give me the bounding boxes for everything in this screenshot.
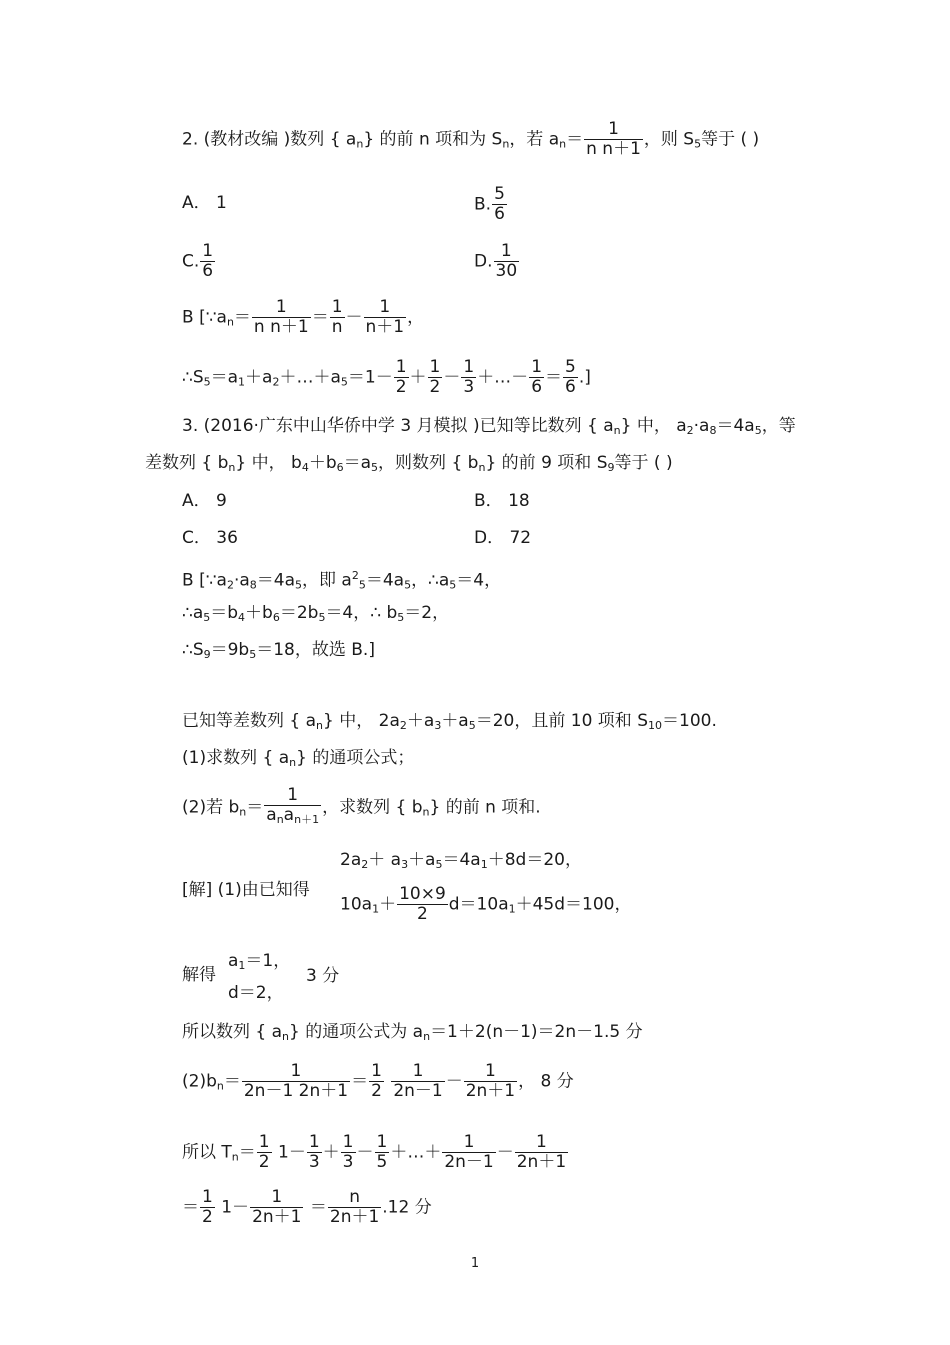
subscript: 5 xyxy=(449,578,457,592)
subscript: n xyxy=(422,805,430,819)
fraction xyxy=(257,1133,272,1172)
numerator: 1 xyxy=(463,357,475,377)
denominator-text: a xyxy=(283,805,295,825)
answer-text: ＝2b xyxy=(279,603,319,623)
q4-text: ，求数列 { b xyxy=(322,797,423,818)
q3-stem-text: } 中， b xyxy=(235,453,302,473)
fraction xyxy=(341,1133,356,1172)
numerator: 1 xyxy=(258,1132,270,1152)
answer-text: ，∴a xyxy=(411,570,450,591)
equals-sign: ＝ xyxy=(223,1071,241,1092)
equals-sign: ＝ xyxy=(246,797,264,818)
q3-stem-text: ＝4a xyxy=(716,416,755,436)
denominator: 6 xyxy=(202,261,214,281)
answer-text: ， xyxy=(407,307,425,328)
q4-solution-label xyxy=(182,880,310,900)
subscript: 1 xyxy=(508,902,516,916)
subscript: 5 xyxy=(397,611,405,624)
q2-option-b xyxy=(474,185,508,224)
subscript: 2 xyxy=(399,719,407,732)
numerator: 1 xyxy=(264,786,321,806)
denominator xyxy=(264,806,321,829)
q3-stem-text: ＋b xyxy=(308,453,337,473)
equation-text: ＝1， xyxy=(245,951,291,971)
option-label: D. xyxy=(474,251,493,272)
minus-sign: － xyxy=(496,1142,514,1163)
subscript: n xyxy=(282,1030,290,1043)
subscript: 5 xyxy=(203,375,211,389)
fraction xyxy=(397,885,448,924)
subscript: 3 xyxy=(401,858,409,871)
q4-text: } 的前 n 项和. xyxy=(429,797,541,818)
subscript: n xyxy=(289,756,297,769)
q2-stem-text: ，若 a xyxy=(509,129,560,150)
subscript: 5 xyxy=(371,461,379,474)
subscript: 5 xyxy=(694,137,702,151)
denominator: 3 xyxy=(342,1152,354,1172)
equation-text: 10a xyxy=(340,894,373,915)
q4-bn-expansion xyxy=(182,1062,574,1101)
fraction xyxy=(375,1133,390,1172)
denominator: 2n－1 2n＋1 xyxy=(243,1081,349,1101)
plus-sign: ＋ xyxy=(409,367,427,388)
subscript: n xyxy=(226,315,234,329)
subscript: 10 xyxy=(648,719,663,732)
denominator: 6 xyxy=(565,377,576,397)
q3-option-a xyxy=(182,491,227,511)
q2-stem-text: 2. (教材改编 )数列 { a xyxy=(182,129,357,150)
numerator: 1 xyxy=(308,1132,320,1152)
numerator: 5 xyxy=(494,184,505,204)
page-number: 1 xyxy=(470,1256,480,1271)
fraction xyxy=(494,242,520,281)
fraction xyxy=(200,242,215,281)
q3-stem-text: } 的前 9 项和 S xyxy=(485,453,608,473)
q3-stem-text: 等于 ( ) xyxy=(614,453,673,473)
subscript: 9 xyxy=(607,461,615,474)
equation-text: d＝10a xyxy=(448,894,509,915)
denominator: 2n－1 xyxy=(393,1081,443,1101)
q4-text: ＋a xyxy=(441,711,469,731)
q4-score-3 xyxy=(306,966,339,986)
numerator: 1 xyxy=(442,1133,495,1153)
denominator: n xyxy=(331,317,343,337)
equals-sign: ＝ xyxy=(311,307,329,328)
denominator: 2 xyxy=(371,1081,382,1101)
numerator: 1 xyxy=(202,1187,213,1207)
numerator: 1 xyxy=(371,1061,382,1081)
answer-text: ·a xyxy=(233,570,250,591)
equation-text: 所以 T xyxy=(182,1142,232,1163)
answer-text: ∴a xyxy=(182,603,204,623)
q4-solve-label xyxy=(182,965,216,985)
q4-part1 xyxy=(182,748,414,773)
subscript: 6 xyxy=(272,611,280,624)
option-text: A． 1 xyxy=(182,193,227,213)
equation-text: ＝4a xyxy=(442,850,481,870)
equation-text: (2)b xyxy=(182,1071,217,1092)
q3-stem-text: ，则数列 { b xyxy=(378,453,479,473)
answer-text: .] xyxy=(578,367,591,388)
subscript: n xyxy=(356,137,364,151)
answer-text: B [∵a xyxy=(182,570,227,591)
option-label: B. xyxy=(474,194,492,215)
answer-text: ＋…＋a xyxy=(279,367,341,388)
subscript: n xyxy=(216,1079,224,1093)
q4-text: 解得 xyxy=(182,965,216,985)
q3-option-c xyxy=(182,528,238,548)
denominator: 2 xyxy=(258,1152,270,1172)
solution-label: [解] (1)由已知得 xyxy=(182,880,310,900)
subscript: n＋1 xyxy=(294,813,320,826)
fraction xyxy=(307,1133,322,1172)
subscript: 2 xyxy=(272,375,280,389)
numerator: 10×9 xyxy=(399,884,446,904)
subscript: n xyxy=(228,461,236,474)
q3-stem-line2 xyxy=(145,453,673,478)
plus-sign: ＋ xyxy=(322,1142,340,1163)
answer-text: ，即 a xyxy=(302,570,352,591)
q2-stem xyxy=(182,120,759,159)
subscript: n xyxy=(423,1030,431,1043)
subscript: 5 xyxy=(468,719,476,732)
answer-text: ＋a xyxy=(245,367,273,388)
minus-sign: － xyxy=(356,1142,374,1163)
denominator: n n＋1 xyxy=(253,317,309,337)
equation-text: ＋8d＝20， xyxy=(487,850,582,870)
fraction xyxy=(428,358,443,397)
denominator: 3 xyxy=(308,1152,320,1172)
denominator: 2n－1 xyxy=(444,1152,494,1172)
fraction xyxy=(242,1062,350,1101)
numerator: 1 xyxy=(331,297,343,317)
fraction xyxy=(529,358,544,397)
q4-system-eq1 xyxy=(340,850,582,875)
answer-text: ＝4a xyxy=(365,570,405,591)
q4-text: } 的通项公式为 a xyxy=(289,1022,424,1042)
subscript: n xyxy=(316,719,324,732)
equation-text: 1－ xyxy=(278,1142,306,1163)
fraction xyxy=(200,1188,215,1227)
option-text: B． 18 xyxy=(474,491,530,511)
answer-text: ＝9b xyxy=(210,640,250,660)
minus-sign: － xyxy=(443,367,461,388)
subscript: 5 xyxy=(754,424,762,437)
equation-text: 2a xyxy=(340,850,362,870)
q2-answer-line1 xyxy=(182,298,424,337)
numerator: 1 xyxy=(584,120,643,140)
q2-stem-text: 等于 ( ) xyxy=(701,129,760,150)
q3-stem-line1 xyxy=(182,416,796,441)
answer-text: ＝4a xyxy=(256,570,295,591)
subscript: 5 xyxy=(340,375,348,389)
denominator: 2n＋1 xyxy=(516,1152,567,1172)
denominator: 6 xyxy=(531,377,543,397)
subscript: 2 xyxy=(226,578,234,592)
fraction xyxy=(369,1062,384,1101)
denominator: 30 xyxy=(495,261,518,281)
numerator: 1 xyxy=(250,1188,303,1208)
subscript: 1 xyxy=(372,902,380,916)
numerator: 1 xyxy=(342,1132,354,1152)
subscript: 5 xyxy=(358,578,366,592)
subscript: 2 xyxy=(686,424,694,437)
q4-text: (1)求数列 { a xyxy=(182,748,290,768)
minus-sign: － xyxy=(445,1071,463,1092)
fraction xyxy=(563,358,578,397)
fraction xyxy=(464,1062,517,1101)
equation-text: ＋…＋ xyxy=(390,1142,442,1163)
q3-stem-text: ·a xyxy=(693,416,710,436)
q4-text: 已知等差数列 { a xyxy=(182,711,317,731)
answer-text: B [∵a xyxy=(182,307,227,328)
q4-text: 所以数列 { a xyxy=(182,1022,283,1042)
subscript: n xyxy=(559,137,567,151)
q3-stem-text: 差数列 { b xyxy=(145,453,229,473)
minus-sign: － xyxy=(345,307,363,328)
subscript: n xyxy=(231,1150,239,1164)
answer-text: ＝4，∴ b xyxy=(325,603,398,623)
denominator: 2n＋1 xyxy=(465,1081,516,1101)
subscript: 5 xyxy=(318,611,326,624)
q3-stem-text: } 中， a xyxy=(620,416,687,436)
q2-option-a xyxy=(182,193,227,213)
answer-text: ＝18，故选 B.] xyxy=(256,640,375,660)
answer-text: ＝4， xyxy=(456,570,502,591)
numerator: 1 xyxy=(252,298,311,318)
q4-tn-sum xyxy=(182,1133,569,1172)
score-text: ， 8 分 xyxy=(518,1071,574,1092)
q4-solve-d xyxy=(228,983,284,1003)
numerator: n xyxy=(328,1188,381,1208)
subscript: 8 xyxy=(249,578,257,592)
option-text: A． 9 xyxy=(182,491,227,511)
q4-formula xyxy=(182,1022,643,1047)
q4-text: } 中， 2a xyxy=(323,711,400,731)
answer-text: ＋…－ xyxy=(477,367,529,388)
fraction xyxy=(584,120,643,159)
answer-text: ＝1－ xyxy=(347,367,393,388)
subscript: 5 xyxy=(295,578,302,592)
numerator: 5 xyxy=(565,357,576,377)
equation-text: d＝2， xyxy=(228,983,284,1003)
equals-sign: ＝ xyxy=(351,1071,369,1092)
equals-sign: ＝ xyxy=(566,129,584,150)
equation-text: ＋a xyxy=(408,850,436,870)
subscript: 4 xyxy=(301,461,309,474)
denominator: 2 xyxy=(202,1207,213,1227)
numerator: 1 xyxy=(391,1062,444,1082)
subscript: 4 xyxy=(238,611,246,624)
q3-option-b xyxy=(474,491,530,511)
subscript: n xyxy=(502,137,510,151)
fraction xyxy=(328,1188,381,1227)
fraction xyxy=(394,358,409,397)
answer-text: ＝b xyxy=(210,603,239,623)
option-text: D． 72 xyxy=(474,528,532,548)
q4-part2 xyxy=(182,786,541,829)
subscript: 3 xyxy=(434,719,442,732)
subscript: n xyxy=(613,424,621,437)
q2-answer-line2 xyxy=(182,358,591,397)
subscript: 9 xyxy=(203,648,211,661)
q3-stem-text: ，等 xyxy=(761,416,796,436)
subscript: 1 xyxy=(238,959,246,972)
subscript: n xyxy=(478,461,486,474)
q4-text: ＋a xyxy=(406,711,435,731)
subscript: 8 xyxy=(709,424,717,437)
fraction xyxy=(515,1133,568,1172)
equals-sign: ＝ xyxy=(238,1142,256,1163)
equation-text: ＋ a xyxy=(368,850,402,870)
score-text: .12 分 xyxy=(382,1197,432,1218)
superscript: 2 xyxy=(351,569,359,582)
subscript: 6 xyxy=(336,461,344,474)
subscript: 1 xyxy=(480,858,488,871)
q3-option-d xyxy=(474,528,531,548)
fraction xyxy=(461,358,476,397)
q3-stem-text: 3. (2016·广东中山华侨中学 3 月模拟 )已知等比数列 { a xyxy=(182,416,614,436)
denominator-text: a xyxy=(266,805,277,825)
numerator: 1 xyxy=(515,1133,568,1153)
equals-sign: ＝ xyxy=(182,1197,199,1218)
numerator: 1 xyxy=(531,357,543,377)
fraction xyxy=(492,185,507,224)
denominator: 2n＋1 xyxy=(329,1207,380,1227)
denominator: n n＋1 xyxy=(586,139,641,159)
equation-text: a xyxy=(228,951,239,971)
q4-text: (2)若 b xyxy=(182,797,240,818)
numerator: 1 xyxy=(494,242,520,262)
option-text: C． 36 xyxy=(182,528,238,548)
q2-option-c xyxy=(182,242,216,281)
denominator: 3 xyxy=(463,377,475,397)
fraction xyxy=(250,1188,303,1227)
q4-text: ＝1＋2(n－1)＝2n－1.5 分 xyxy=(430,1022,643,1042)
q2-stem-text: ，则 S xyxy=(643,129,695,150)
fraction xyxy=(264,786,321,829)
denominator: n＋1 xyxy=(365,317,405,337)
numerator: 1 xyxy=(395,357,407,377)
subscript: 5 xyxy=(435,858,443,871)
q2-stem-text: } 的前 n 项和为 S xyxy=(363,129,503,150)
q2-option-d xyxy=(474,242,520,281)
subscript: 2 xyxy=(361,858,369,871)
answer-text: ＝2， xyxy=(404,603,450,623)
numerator: 1 xyxy=(202,241,214,261)
q4-text: ＝20，且前 10 项和 S xyxy=(475,711,649,731)
denominator: 2 xyxy=(429,377,441,397)
numerator: 1 xyxy=(364,298,407,318)
option-label: C. xyxy=(182,251,200,272)
answer-text: ∴S xyxy=(182,640,204,660)
q4-system-eq2 xyxy=(340,885,631,924)
denominator: 2 xyxy=(395,377,407,397)
fraction xyxy=(330,298,345,337)
q3-stem-text: ＝a xyxy=(343,453,372,473)
subscript: n xyxy=(276,813,284,826)
equation-text: ＋45d＝100， xyxy=(515,894,632,915)
denominator: 5 xyxy=(376,1152,388,1172)
plus-sign: ＋ xyxy=(379,894,397,915)
fraction xyxy=(364,298,407,337)
answer-text: ＋b xyxy=(245,603,273,623)
q3-answer-line2 xyxy=(182,603,449,628)
score-text: 3 分 xyxy=(306,966,340,986)
q4-text: ＝100. xyxy=(662,711,717,731)
numerator: 1 xyxy=(464,1062,517,1082)
q4-tn-result xyxy=(182,1188,432,1227)
denominator: 2 xyxy=(417,904,428,924)
subscript: 5 xyxy=(404,578,412,592)
q4-solve-a1 xyxy=(228,951,290,976)
equals-sign: ＝ xyxy=(233,307,251,328)
numerator: 1 xyxy=(376,1132,388,1152)
answer-text: ＝a xyxy=(210,367,239,388)
denominator: 2n＋1 xyxy=(252,1207,302,1227)
answer-text: ∴S xyxy=(182,367,204,388)
numerator: 1 xyxy=(429,357,441,377)
numerator: 1 xyxy=(242,1062,350,1082)
subscript: 1 xyxy=(238,375,246,389)
q4-text: } 的通项公式； xyxy=(296,748,415,768)
fraction xyxy=(442,1133,495,1172)
subscript: 5 xyxy=(203,611,211,624)
q3-answer-line3 xyxy=(182,640,375,665)
equals-sign: ＝ xyxy=(309,1197,327,1218)
equation-text: 1－ xyxy=(221,1197,250,1218)
subscript: n xyxy=(239,805,247,819)
equals-sign: ＝ xyxy=(545,367,563,388)
fraction xyxy=(252,298,311,337)
q4-intro xyxy=(182,711,717,736)
q3-answer-line1 xyxy=(182,566,501,596)
fraction xyxy=(391,1062,444,1101)
subscript: 5 xyxy=(249,648,257,661)
denominator: 6 xyxy=(494,204,505,224)
